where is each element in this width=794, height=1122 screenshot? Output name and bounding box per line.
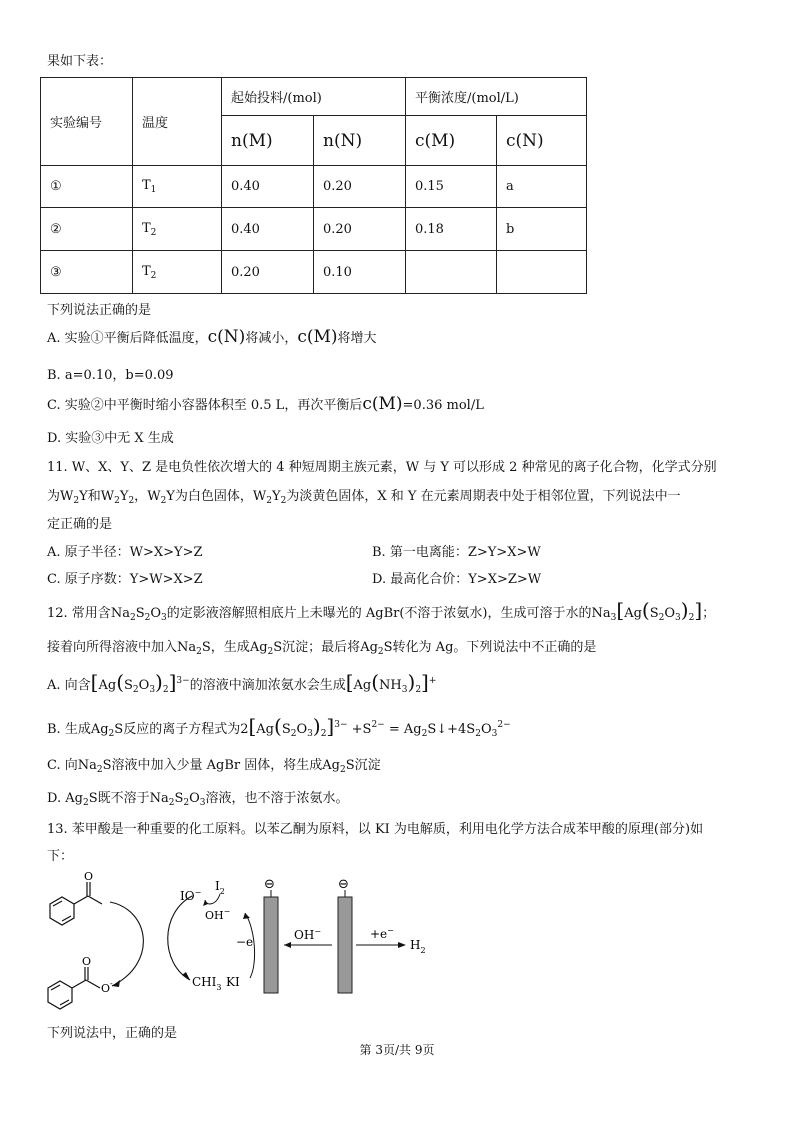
q10-stem: 下列说法正确的是 [47,303,152,318]
q11-line2: 为$W_2Y$和$W_2Y_2$，$W_2Y$为白色固体，$W_2Y_2$为淡黄色固体，X 和 Y 在元素周期表中处于相邻位置，下列说法中一 [47,489,681,506]
header-eq-conc: 平衡浓度/(mol/L) [406,78,587,116]
ki-label: KI [226,975,240,989]
q11-line3: 定正确的是 [47,517,113,532]
svg-text:O: O [82,955,92,968]
electrochemistry-diagram [40,868,440,1018]
row-cN: a [497,166,587,208]
oh-small-label: OH− [205,907,231,922]
q11-option-a: A. 原子半径：W>X>Y>Z [47,545,203,560]
svg-text:O: O [101,982,111,995]
row-cN [497,251,587,294]
q10-option-d: D. 实验③中无 X 生成 [47,431,174,446]
q11-option-b: B. 第一电离能：Z>Y>X>W [372,545,541,560]
cathode-electrode [338,897,352,993]
q12-option-d: D. $Ag_2S$既不溶于$Na_2S_2O_3$溶液，也不溶于浓氨水。 [47,791,349,808]
q11-line1: 11. W、X、Y、Z 是电负性依次增大的 4 种短周期主族元素，W 与 Y 可以形成 2 种常见的离子化合物，化学式分别 [47,460,717,475]
row-id: ③ [41,251,133,294]
intro-text: 果如下表： [47,54,113,69]
header-exp-no: 实验编号 [41,78,133,166]
acetophenone-structure [50,882,102,925]
anode-electrode [264,897,278,993]
row-nM: 0.40 [222,166,314,208]
row-id: ① [41,166,133,208]
row-id: ② [41,208,133,251]
chi3-label: $CHI_3$ [192,975,222,992]
plus-e-label: +e− [370,926,394,941]
row-cN: b [497,208,587,251]
q12-option-a: A. 向含$[Ag(S_2O_3)_2]^{3-}$的溶液中滴加浓氨水会生成$[Ag(NH_3)_2]^+$ [47,670,437,695]
benzoate-structure [48,967,100,1009]
q10-option-c: C. 实验②中平衡时缩小容器体积至 0.5 L，再次平衡后c(M)=0.36 mol/L [47,394,484,414]
q12-option-c: C. 向$Na_2S$溶液中加入少量 AgBr 固体，将生成$Ag_2S$沉淀 [47,758,381,775]
q11-option-c: C. 原子序数：Y>W>X>Z [47,572,203,587]
q10-option-b: B. a=0.10，b=0.09 [47,368,174,383]
q11-option-d: D. 最高化合价：Y>X>Z>W [372,572,542,587]
cathode-sign: ⊖ [338,877,349,892]
table-row [41,251,587,294]
row-nN: 0.10 [314,251,406,294]
q13-stem: 下列说法中，正确的是 [47,1026,178,1041]
svg-text:O: O [84,870,94,883]
svg-text:-: - [110,979,113,988]
io-label: IO− [180,888,202,903]
row-temp: $T_2$ [133,251,222,294]
row-cM: 0.15 [406,166,497,208]
row-nM: 0.40 [222,208,314,251]
experiment-table [40,77,587,294]
reaction-arrow-cycle [168,896,192,980]
h2-label: $H_2$ [410,938,426,955]
header-cM: c(M) [406,116,497,166]
q13-line2: 下： [47,849,74,864]
header-nN: n(N) [314,116,406,166]
q12-option-b: B. 生成$Ag_2S$反应的离子方程式为$2[Ag(S_2O_3)_2]^{3-} +S^{2-}$ = $Ag_2S↓+4S_2O_3^{2-}$ [47,714,511,739]
header-temp: 温度 [133,78,222,166]
header-cN: c(N) [497,116,587,166]
oh-mid-label: OH− [294,927,322,942]
row-cM: 0.18 [406,208,497,251]
row-temp: $T_1$ [133,166,222,208]
page-footer: 第 3页/共 9页 [359,1043,435,1057]
minus-e-label: −e [236,935,254,949]
header-nM: n(M) [222,116,314,166]
table-row [41,166,587,208]
reaction-arrow-left [110,902,143,986]
q12-line2: 接着向所得溶液中加入$Na_2S$，生成$Ag_2S$沉淀；最后将$Ag_2S$转化为 Ag。下列说法中不正确的是 [47,640,597,657]
row-nM: 0.20 [222,251,314,294]
row-temp: $T_2$ [133,208,222,251]
row-nN: 0.20 [314,166,406,208]
table-row [41,208,587,251]
anode-sign: ⊖ [264,877,275,892]
i2-label: $I_2$ [215,879,225,896]
row-nN: 0.20 [314,208,406,251]
header-initial-feed: 起始投料/(mol) [222,78,406,116]
q12-line1: 12. 常用含$Na_2S_2O_3$的定影液溶解照相底片上未曝光的 AgBr(不溶于浓氨水)，生成可溶于水的$Na_3[Ag(S_2O_3)_2]$； [47,598,716,623]
i2-to-io-arrow [205,894,220,904]
row-cM [406,251,497,294]
q10-option-a: A. 实验①平衡后降低温度，c(N)将减小，c(M)将增大 [47,327,377,347]
q13-line1: 13. 苯甲酸是一种重要的化工原料。以苯乙酮为原料，以 KI 为电解质，利用电化学方法合成苯甲酸的原理(部分)如 [47,822,704,837]
